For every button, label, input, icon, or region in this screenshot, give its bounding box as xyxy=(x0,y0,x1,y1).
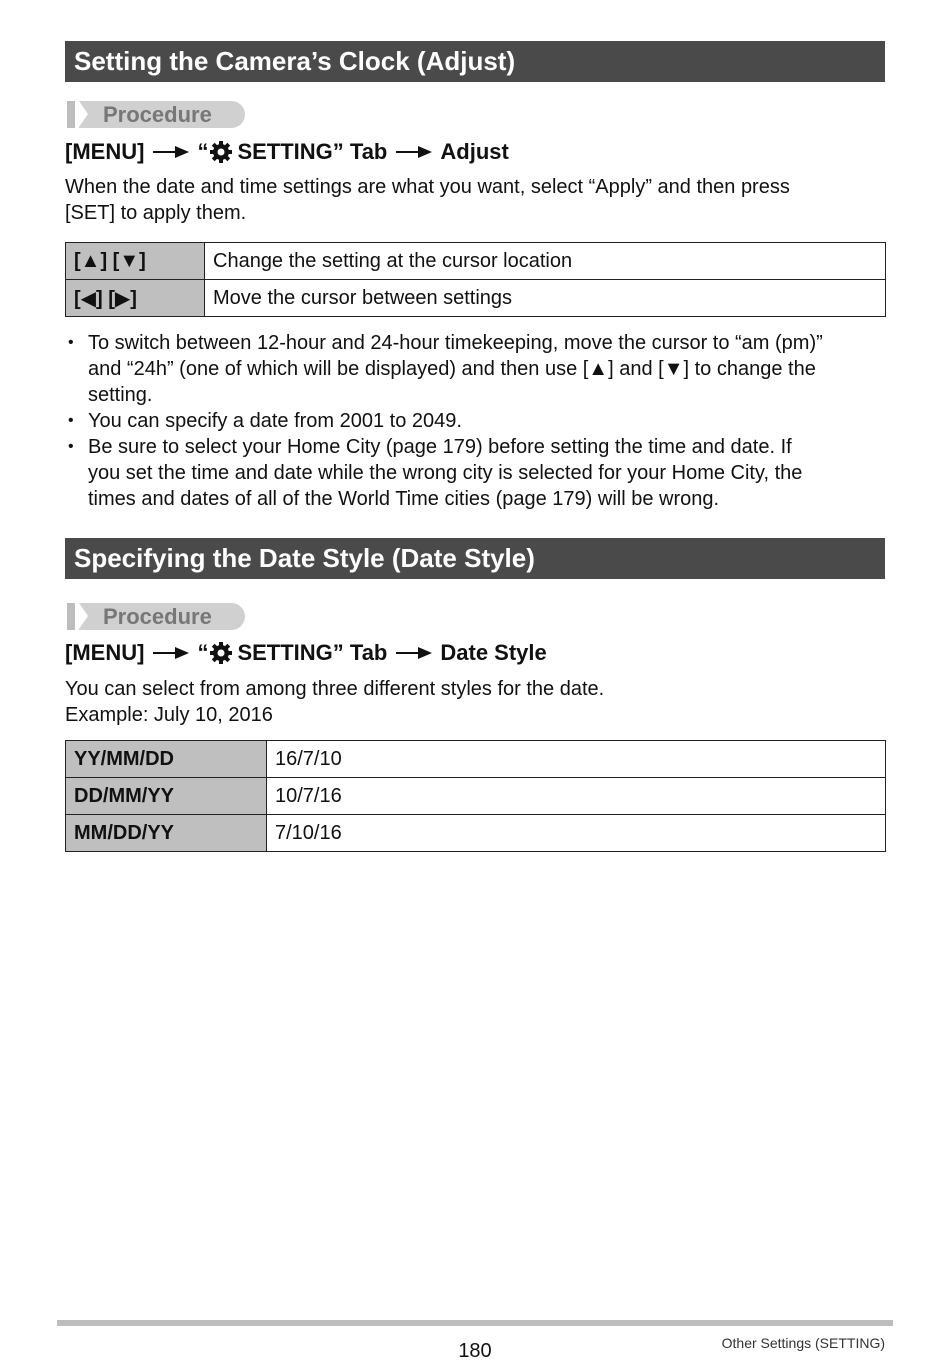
procedure-tab-stub xyxy=(67,101,75,128)
procedure-tab-stub xyxy=(67,603,75,630)
right-arrow-icon xyxy=(153,646,189,660)
page-number: 180 xyxy=(458,1340,492,1362)
text-line: you set the time and date while the wrong city is selected for your Home City, the xyxy=(88,462,803,484)
setting-tab-label: SETTING” Tab xyxy=(237,139,388,164)
section-title-adjust: Setting the Camera’s Clock (Adjust) xyxy=(65,41,885,82)
text-line: setting. xyxy=(88,384,153,406)
text-line: • Be sure to select your Home City (page 179) before setting the time and date. If xyxy=(88,436,792,458)
menu-target: Date Style xyxy=(440,640,547,665)
text-line: [SET] to apply them. xyxy=(65,202,247,224)
open-quote: “ xyxy=(197,640,209,665)
menu-path-date-style xyxy=(65,639,547,667)
list-item xyxy=(65,434,887,512)
table-row xyxy=(66,741,886,778)
right-arrow-icon xyxy=(396,145,432,159)
list-item xyxy=(65,408,887,434)
table-value: 10/7/16 xyxy=(267,778,886,815)
intro-paragraph-adjust xyxy=(65,174,885,226)
text-line: When the date and time settings are what you want, select “Apply” and then press xyxy=(65,176,790,198)
text-line: • You can specify a date from 2001 to 2049. xyxy=(88,410,462,432)
list-item xyxy=(65,330,887,408)
open-quote: “ xyxy=(197,139,209,164)
table-key: MM/DD/YY xyxy=(66,815,267,852)
procedure-label: Procedure xyxy=(103,604,212,629)
table-row xyxy=(66,280,886,317)
menu-key: [MENU] xyxy=(65,640,145,665)
gear-icon xyxy=(209,641,233,665)
table-key: DD/MM/YY xyxy=(66,778,267,815)
procedure-tab xyxy=(67,603,245,630)
table-value: Change the setting at the cursor location xyxy=(205,243,886,280)
notes-list xyxy=(65,330,887,512)
table-key: [◀] [▶] xyxy=(66,280,205,317)
right-arrow-icon xyxy=(396,646,432,660)
procedure-label: Procedure xyxy=(103,102,212,127)
table-value: Move the cursor between settings xyxy=(205,280,886,317)
section-title-date-style: Specifying the Date Style (Date Style) xyxy=(65,538,885,579)
footer-divider xyxy=(57,1320,893,1326)
date-style-table xyxy=(65,740,886,852)
table-key: [▲] [▼] xyxy=(66,243,205,280)
setting-tab-label: SETTING” Tab xyxy=(237,640,388,665)
intro-paragraph-date-style xyxy=(65,676,885,728)
text-line: Example: July 10, 2016 xyxy=(65,704,273,726)
text-line: • To switch between 12-hour and 24-hour timekeeping, move the cursor to “am (pm)” xyxy=(88,332,823,354)
footer-section-label: Other Settings (SETTING) xyxy=(721,1335,885,1351)
table-row xyxy=(66,243,886,280)
right-arrow-icon xyxy=(153,145,189,159)
table-key: YY/MM/DD xyxy=(66,741,267,778)
gear-icon xyxy=(209,140,233,164)
menu-key: [MENU] xyxy=(65,139,145,164)
table-row xyxy=(66,778,886,815)
menu-target: Adjust xyxy=(440,139,509,164)
text-line: You can select from among three different styles for the date. xyxy=(65,678,605,700)
procedure-tab xyxy=(67,101,245,128)
text-line: and “24h” (one of which will be displayed) and then use [▲] and [▼] to change the xyxy=(88,358,816,380)
text-line: times and dates of all of the World Time cities (page 179) will be wrong. xyxy=(88,488,720,510)
menu-path-adjust xyxy=(65,138,509,166)
table-value: 7/10/16 xyxy=(267,815,886,852)
cursor-keys-table xyxy=(65,242,886,317)
table-value: 16/7/10 xyxy=(267,741,886,778)
table-row xyxy=(66,815,886,852)
